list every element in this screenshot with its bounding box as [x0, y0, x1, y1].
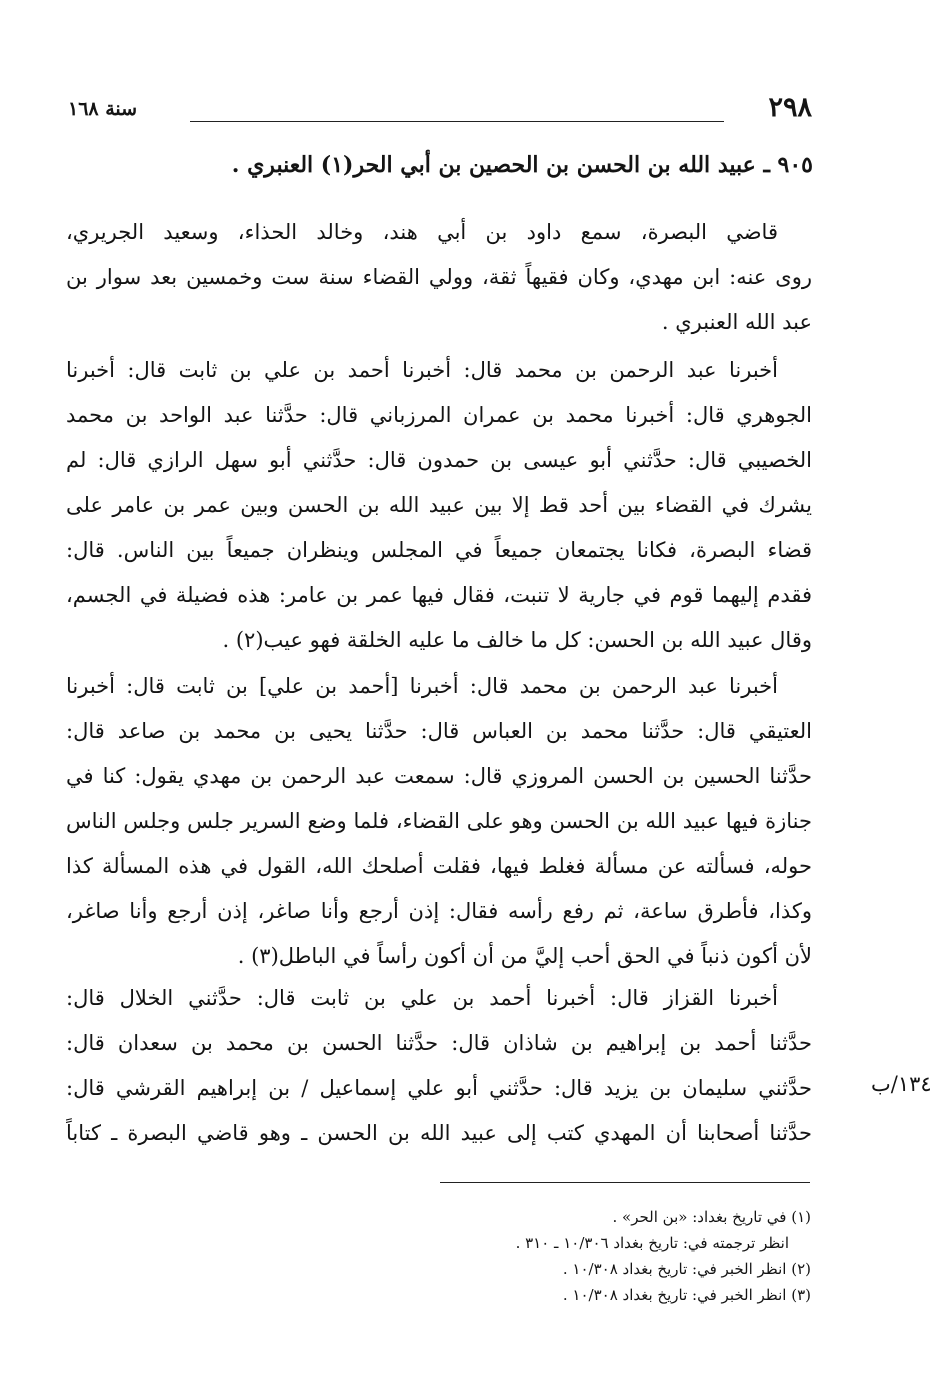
paragraph-narration-1: [66, 348, 812, 663]
footnote-1: (١) في تاريخ بغداد: «بن الحر» .: [612, 1208, 811, 1226]
footnote-2: (٢) انظر الخبر في: تاريخ بغداد ١٠/٣٠٨ .: [562, 1260, 811, 1278]
text-line: أخبرنا عبد الرحمن بن محمد قال: أخبرنا [أحمد بن علي] بن ثابت قال: أخبرنا: [66, 674, 778, 698]
text-line: أخبرنا عبد الرحمن بن محمد قال: أخبرنا أحمد بن علي بن ثابت قال: أخبرنا: [66, 358, 778, 382]
text-line: حدَّثني سليمان بن يزيد قال: حدَّثني أبو علي إسماعيل / بن إبراهيم القرشي قال:: [66, 1076, 812, 1100]
page-number: ٢٩٨: [768, 92, 812, 123]
text-line: أخبرنا القزاز قال: أخبرنا أحمد بن علي بن ثابت قال: حدَّثني الخلال قال:: [66, 986, 778, 1010]
running-header: [68, 92, 812, 132]
entry-title: ٩٠٥ ـ عبيد الله بن الحسن بن الحصين بن أبي الحر(١) العنبري .: [231, 152, 813, 178]
paragraph-narration-2: [66, 664, 812, 979]
text-line: وكذا، فأطرق ساعة، ثم رفع رأسه فقال: إذن أرجع وأنا صاغر، إذن أرجع وأنا صاغر،: [66, 899, 812, 923]
text-line: العتيقي قال: حدَّثنا محمد بن العباس قال: حدَّثنا يحيى بن محمد بن صاعد قال:: [66, 719, 812, 743]
text-line: حوله، فسألته عن مسألة فغلط فيها، فقلت أصلحك الله، القول في هذه المسألة كذا: [66, 854, 812, 878]
text-line: الجوهري قال: أخبرنا محمد بن عمران المرزباني قال: حدَّثنا عبد الواحد بن محمد: [66, 403, 812, 427]
footnote-3: (٣) انظر الخبر في: تاريخ بغداد ١٠/٣٠٨ .: [562, 1286, 811, 1304]
header-rule: [190, 121, 724, 122]
text-line: عبد الله العنبري .: [661, 310, 812, 334]
footnotes: [211, 1204, 811, 1308]
paragraph-narration-3: [66, 976, 812, 1156]
text-line: روى عنه: ابن مهدي، وكان فقيهاً ثقة، وولي القضاء سنة ست وخمسين بعد سوار بن: [66, 265, 812, 289]
text-line: وقال عبيد الله بن الحسن: كل ما خالف ما عليه الخلقة فهو عيب(٢) .: [222, 628, 812, 652]
text-line: قضاء البصرة، فكانا يجتمعان جميعاً في المجلس وينظران جميعاً بين الناس. قال:: [66, 538, 812, 562]
text-line: قاضي البصرة، سمع داود بن أبي هند، وخالد الحذاء، وسعيد الجريري،: [66, 220, 778, 244]
footnote-1-continuation: انظر ترجمته في: تاريخ بغداد ١٠/٣٠٦ ـ ٣١٠ .: [515, 1234, 789, 1252]
footnote-rule: [440, 1182, 810, 1183]
text-line: الخصيبي قال: حدَّثني أبو عيسى بن حمدون قال: حدَّثني أبو سهل الرازي قال: لم: [66, 448, 812, 472]
text-line: حدَّثنا الحسين بن الحسن المروزي قال: سمعت عبد الرحمن بن مهدي يقول: كنا في: [66, 764, 812, 788]
text-line: جنازة فيها عبيد الله بن الحسن وهو على القضاء، فلما وضع السرير جلس وجلس الناس: [66, 809, 812, 833]
manuscript-folio-note: ١٣٤/ب: [871, 1072, 932, 1096]
header-year-label: سنة ١٦٨: [68, 98, 138, 120]
text-line: حدَّثنا أصحابنا أن المهدي كتب إلى عبيد الله بن الحسن ـ وهو قاضي البصرة ـ كتاباً: [66, 1121, 812, 1145]
text-line: يشرك في القضاء بين أحد قط إلا بين عبيد الله بن الحسن وبين عمر بن عامر على: [66, 493, 812, 517]
text-line: حدَّثنا أحمد بن إبراهيم بن شاذان قال: حدَّثنا الحسن بن محمد بن سعدان قال:: [66, 1031, 812, 1055]
text-line: فقدم إليهما قوم في جارية لا تنبت، فقال فيها عمر بن عامر: هذه فضيلة في الجسم،: [66, 583, 812, 607]
paragraph-biography: [66, 210, 812, 345]
text-line: لأن أكون ذنباً في الحق أحب إليَّ من أن أكون رأساً في الباطل(٣) .: [237, 944, 812, 968]
